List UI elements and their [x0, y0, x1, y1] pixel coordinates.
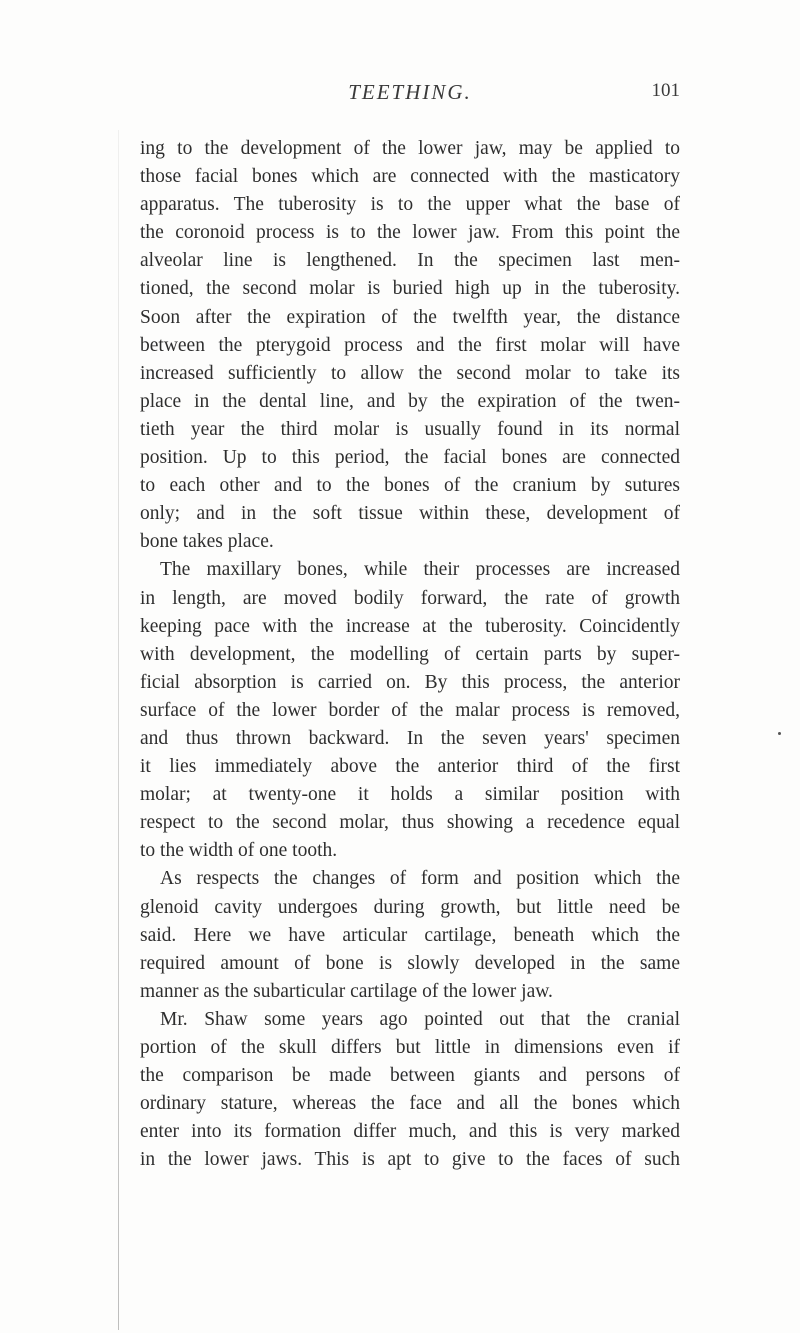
- text-line: respect to the second molar, thus showing a recedence equal: [140, 812, 680, 834]
- text-line: As respects the changes of form and position which the: [160, 868, 680, 890]
- text-line: glenoid cavity undergoes during growth, but little need be: [140, 896, 680, 918]
- text-line: ing to the development of the lower jaw, may be applied to: [140, 138, 680, 159]
- text-line: tioned, the second molar is buried high up in the tuberosity.: [140, 278, 680, 300]
- text-line: to the width of one tooth.: [140, 840, 338, 862]
- text-line: those facial bones which are connected with the masticatory: [140, 166, 680, 188]
- running-head: [140, 70, 680, 110]
- text-line: in length, are moved bodily forward, the rate of growth: [140, 587, 680, 609]
- text-line: position. Up to this period, the facial bones are connected: [140, 447, 680, 469]
- page-gutter-shadow: [118, 130, 119, 1330]
- text-line: alveolar line is lengthened. In the specimen last men-: [140, 250, 680, 272]
- text-line: the comparison be made between giants and persons of: [140, 1065, 680, 1087]
- text-line: said. Here we have articular cartilage, beneath which the: [140, 924, 680, 946]
- text-line: required amount of bone is slowly developed in the same: [140, 952, 680, 974]
- text-line: ficial absorption is carried on. By this process, the anterior: [140, 671, 680, 693]
- text-line: enter into its formation differ much, and this is very marked: [140, 1121, 680, 1143]
- text-line: with development, the modelling of certain parts by super-: [140, 643, 680, 665]
- text-line: bone takes place.: [140, 531, 274, 553]
- text-line: The maxillary bones, while their processes are increased: [160, 559, 680, 581]
- text-line: place in the dental line, and by the expiration of the twen-: [140, 390, 680, 412]
- text-line: tieth year the third molar is usually found in its normal: [140, 418, 680, 440]
- running-title: TEETHING.: [348, 80, 472, 104]
- text-line: it lies immediately above the anterior third of the first: [140, 756, 680, 778]
- text-line: to each other and to the bones of the cranium by sutures: [140, 475, 680, 497]
- text-line: molar; at twenty-one it holds a similar position with: [140, 784, 680, 806]
- text-line: Mr. Shaw some years ago pointed out that the cranial: [160, 1008, 680, 1030]
- text-line: apparatus. The tuberosity is to the upper what the base of: [140, 194, 680, 216]
- text-line: manner as the subarticular cartilage of the lower jaw.: [140, 980, 553, 1002]
- text-line: in the lower jaws. This is apt to give to the faces of such: [140, 1149, 680, 1171]
- text-line: the coronoid process is to the lower jaw. From this point the: [140, 222, 680, 244]
- text-line: Soon after the expiration of the twelfth year, the distance: [140, 306, 680, 328]
- text-line: ordinary stature, whereas the face and all the bones which: [140, 1093, 680, 1115]
- text-line: and thus thrown backward. In the seven years' specimen: [140, 727, 680, 749]
- text-line: increased sufficiently to allow the second molar to take its: [140, 362, 680, 384]
- text-line: only; and in the soft tissue within these, development of: [140, 503, 680, 525]
- body-text: [140, 135, 680, 1174]
- page-number: 101: [651, 80, 680, 101]
- text-line: between the pterygoid process and the first molar will have: [140, 334, 680, 356]
- ink-speck: [778, 732, 781, 735]
- text-line: portion of the skull differs but little in dimensions even if: [140, 1037, 680, 1058]
- text-line: surface of the lower border of the malar process is removed,: [140, 699, 680, 721]
- text-line: keeping pace with the increase at the tuberosity. Coincidently: [140, 615, 680, 637]
